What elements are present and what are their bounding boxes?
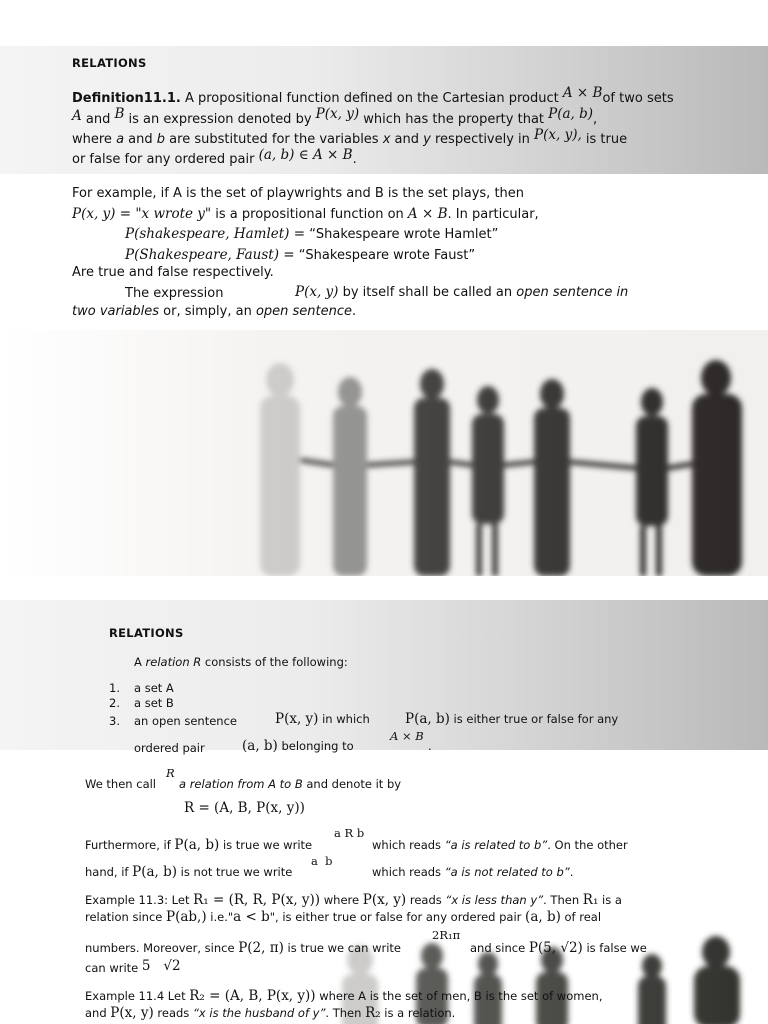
math-expression: R₁ (582, 892, 599, 908)
text: , (593, 112, 598, 127)
numbers-line (85, 939, 401, 957)
slide-title: RELATIONS (109, 626, 184, 640)
list-item: an open sentence (134, 714, 237, 728)
math-expression: P(a, b) (174, 837, 220, 853)
further-line-cont (372, 836, 628, 854)
example-line-4 (125, 246, 475, 265)
text: of real (560, 910, 602, 924)
relation-intro (134, 653, 348, 671)
math-expression: R = (A, B, P(x, y)) (184, 800, 305, 816)
math-expression: (a, b) (525, 909, 561, 925)
can-write-line (85, 959, 181, 977)
text: is true we write (219, 838, 313, 852)
math-expression: P(shakespeare, Hamlet) = (125, 226, 306, 242)
example-line-6b (295, 283, 628, 302)
text: open sentence in (516, 285, 629, 300)
list-item-3-cont (405, 710, 618, 728)
math-expression: P(x, y) (295, 284, 339, 300)
math-expression: R (166, 766, 175, 780)
text: reads (153, 1006, 193, 1020)
numbers-line-cont (470, 939, 647, 957)
text: “Shakespeare wrote Faust” (294, 248, 476, 263)
further-line (85, 836, 312, 854)
math-expression: 2R₁π (432, 928, 461, 942)
text: or, simply, an (159, 304, 256, 319)
math-expression: A × B (562, 85, 603, 101)
relation-definition-line (179, 775, 401, 793)
text: . (569, 865, 574, 879)
math-expression: (a, b) (242, 738, 278, 754)
text: respectively in (430, 132, 535, 147)
text: by itself shall be called an (338, 285, 517, 300)
text: and (390, 132, 424, 147)
text: of two sets (602, 91, 674, 106)
text: is either true or false for any (449, 712, 619, 726)
math-expression: R₂ = (A, B, P(x, y)) (189, 988, 316, 1004)
example-11-3-line (85, 891, 622, 909)
text: which has the property that (359, 112, 549, 127)
text: and since (470, 941, 529, 955)
hand-line-cont (372, 863, 573, 881)
text: numbers. Moreover, since (85, 941, 239, 955)
text: consists of the following: (201, 655, 348, 669)
definition-label: Definition11.1. (72, 91, 181, 106)
text: reads (406, 893, 446, 907)
list-item-number: 3. (109, 714, 120, 728)
list-item-3-cont (275, 710, 370, 728)
example-11-4-line (85, 987, 602, 1005)
text: hand, if (85, 865, 133, 879)
math-expression: P(x, y) (315, 106, 360, 122)
text: . Then (543, 893, 583, 907)
text: and denote it by (302, 777, 402, 791)
example-11-4-line-2 (85, 1004, 455, 1022)
text: a relation from A to B (179, 777, 303, 791)
text: relation R (145, 655, 202, 669)
text: A (134, 655, 146, 669)
text: are substituted for the variables (165, 132, 383, 147)
math-expression: R₂ (365, 1005, 381, 1021)
text: “x is less than y” (445, 893, 544, 907)
text: where (72, 132, 117, 147)
text: two variables (72, 304, 160, 319)
example-line-1: For example, if A is the set of playwrights and B is the set plays, then (72, 186, 525, 201)
text: . On the other (547, 838, 628, 852)
text: and (124, 132, 157, 147)
example-line-2 (72, 205, 539, 224)
example-11-3-line-2 (85, 908, 601, 926)
math-expression: P(a, b) (405, 711, 450, 727)
text: which reads (372, 865, 445, 879)
text: where A is the set of men, B is the set of women, (315, 989, 603, 1003)
math-expression: P(x, y) (362, 892, 407, 908)
text: is a propositional function on (211, 207, 408, 222)
math-expression: A × B (390, 729, 424, 743)
text: ", is either true or false for any ordered pair (269, 910, 526, 924)
math-expression: P(Shakespeare, Faust) = (125, 247, 295, 263)
math-expression: P(x, y) = "x wrote y" (72, 206, 212, 222)
example-line-7 (72, 303, 356, 321)
text: is not true we write (177, 865, 293, 879)
math-expression: P(x, y) (275, 711, 319, 727)
text: “a is not related to b” (444, 865, 570, 879)
slide-title: RELATIONS (72, 56, 147, 70)
definition-line-2 (72, 106, 598, 129)
math-expression: R₁ = (R, R, P(x, y)) (193, 892, 321, 908)
example-line-6a: The expression (125, 286, 224, 301)
math-expression: 5 √2 (141, 958, 181, 974)
text: and (85, 1006, 111, 1020)
text: x (382, 132, 391, 147)
text: . (352, 304, 357, 319)
text: belonging to (277, 739, 354, 753)
text: . In particular, (447, 207, 539, 222)
list-item: a set B (134, 696, 174, 710)
text: . (352, 152, 357, 167)
text: is false we (582, 941, 647, 955)
text: We then call (85, 777, 157, 791)
text: “a is related to b” (444, 838, 548, 852)
math-expression: (a, b) ∈ A × B (258, 147, 353, 163)
text: open sentence (255, 304, 353, 319)
text: is true we can write (283, 941, 401, 955)
text: . Then (325, 1006, 366, 1020)
list-item-3-cont: ordered pair (134, 741, 205, 755)
text: Example 11.3: Let (85, 893, 194, 907)
text: Example 11.4 Let (85, 989, 190, 1003)
definition-line-4 (72, 147, 357, 169)
list-item: a set A (134, 681, 174, 695)
text: y (423, 132, 431, 147)
text: where (320, 893, 363, 907)
text: in which (318, 712, 370, 726)
math-expression: A × B (407, 206, 448, 222)
text: is a relation. (380, 1006, 456, 1020)
text: “x is the husband of y” (192, 1006, 326, 1020)
math-expression: a < b (233, 909, 270, 925)
text: is an expression denoted by (124, 112, 316, 127)
text: “Shakespeare wrote Hamlet” (305, 227, 499, 242)
example-line-5: Are true and false respectively. (72, 265, 274, 280)
math-expression: a R b (334, 826, 365, 840)
math-expression: P(a, b) (132, 864, 178, 880)
text: or false for any ordered pair (72, 152, 259, 167)
text: A propositional function defined on the Cartesian product (180, 91, 563, 106)
slide-2 (0, 576, 768, 1024)
text: which reads (372, 838, 445, 852)
list-item-3-cont (242, 737, 354, 755)
math-expression: P(2, π) (238, 940, 284, 956)
text: a (116, 132, 125, 147)
text: is true (581, 132, 628, 147)
text: and (81, 112, 115, 127)
math-expression: P(5, √2) (528, 940, 583, 956)
example-line-3 (125, 225, 498, 244)
hand-line (85, 863, 292, 881)
math-expression: P(ab,) (166, 909, 207, 925)
math-expression: B (114, 106, 125, 122)
math-expression: P(a, b) (548, 106, 594, 122)
text: . (428, 739, 432, 753)
math-expression: A (72, 108, 82, 124)
text: Furthermore, if (85, 838, 175, 852)
text: i.e." (206, 910, 234, 924)
math-expression: P(x, y) (110, 1005, 154, 1021)
math-expression: a b (311, 854, 333, 868)
math-expression: P(x, y), (534, 127, 582, 143)
text: is a (598, 893, 622, 907)
text: can write (85, 961, 142, 975)
list-item-number: 2. (109, 696, 120, 710)
people-holding-hands-image (0, 330, 768, 576)
text: relation since (85, 910, 167, 924)
text: b (156, 132, 166, 147)
list-item-number: 1. (109, 681, 120, 695)
